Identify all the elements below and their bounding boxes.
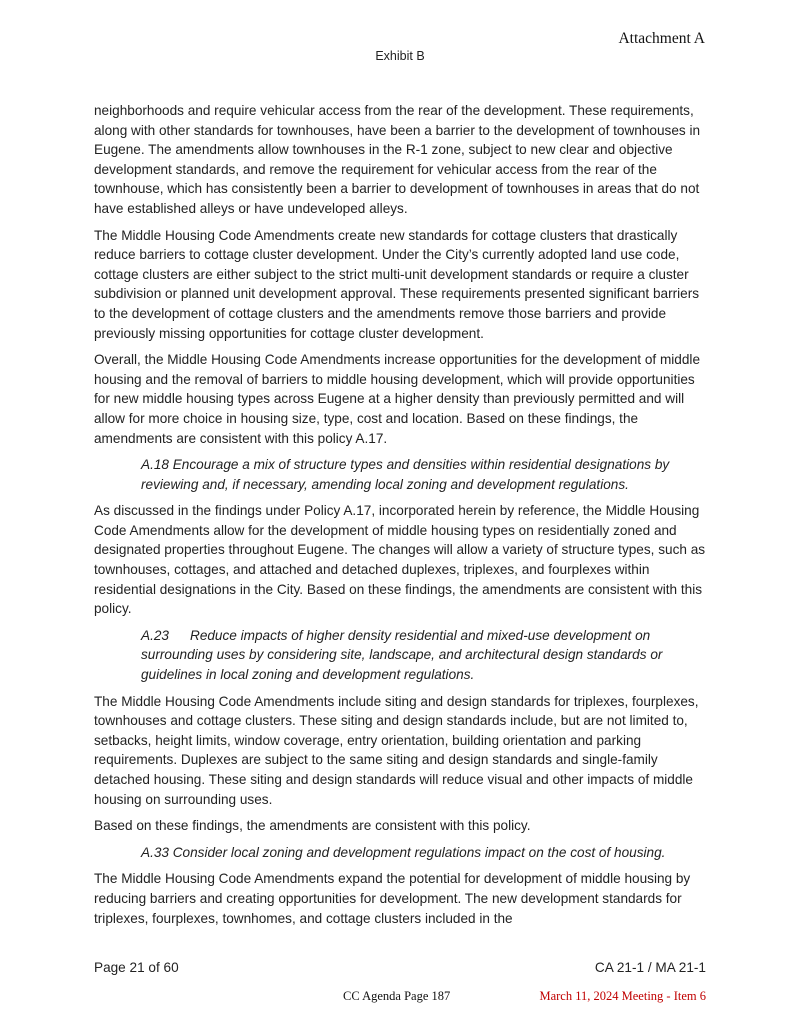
policy-a23-number: A.23 [141,627,169,643]
agenda-page: CC Agenda Page 187 [343,989,451,1003]
paragraph-a18-findings: As discussed in the findings under Policy A.17, incorporated herein by reference, the Middle Housing Code Amendments allow for the development of middle housing types on residentially zoned and designated properties throughout Eugene. The changes will allow a variety of structure types, such as townhouses, cottages, and attached and detached duplexes, triplexes, and fourplexes within residential designations in the City. Based on these findings, the amendments are consistent with this policy. [94,503,706,617]
policy-a18: A.18 Encourage a mix of structure types and densities within residential designations by reviewing and, if necessary, amending local zoning and development regulations. [141,457,670,492]
paragraph-a23-findings: The Middle Housing Code Amendments include siting and design standards for triplexes, fourplexes, townhouses and cottage clusters. These siting and design standards include, but are not limited to, setbacks, height limits, window coverage, entry orientation, building orientation and parking requirements. Duplexes are subject to the same siting and design standards and single-family detached housing. These siting and design standards will reduce visual and other impacts of middle housing on surrounding uses. [94,693,699,807]
policy-a33: A.33 Consider local zoning and development regulations impact on the cost of housing. [141,844,666,860]
policy-a23 [141,626,712,685]
attachment-label: Attachment A [618,30,705,47]
exhibit-label: Exhibit B [375,49,425,63]
paragraph-townhouses: neighborhoods and require vehicular access from the rear of the development. These requirements, along with other standards for townhouses, have been a barrier to the development of townhouses in Eugene. The amendments allow townhouses in the R-1 zone, subject to new clear and objective development standards, and remove the requirement for vehicular access from the rear of the townhouse, which has consistently been a barrier to development of townhouses in areas that do not have established alleys or have undeveloped alleys. [94,103,701,216]
paragraph-a23-conclusion: Based on these findings, the amendments are consistent with this policy. [94,818,531,834]
case-number: CA 21-1 / MA 21-1 [594,960,706,975]
paragraph-cottage-clusters: The Middle Housing Code Amendments create new standards for cottage clusters that drastically reduce barriers to cottage cluster development. Under the City’s currently adopted land use code, cottage clusters are either subject to the strict multi-unit development standards or require a cluster subdivision or planned unit development approval. These requirements presented significant barriers to the development of cottage clusters and the amendments remove those barriers and provide previously missing opportunities for cottage cluster development. [94,227,700,341]
paragraph-a33-findings: The Middle Housing Code Amendments expand the potential for development of middle housing by reducing barriers and creating opportunities for development. The new development standards for triplexes, fourplexes, townhomes, and cottage clusters included in the [94,871,691,926]
paragraph-overall: Overall, the Middle Housing Code Amendments increase opportunities for the development of middle housing and the removal of barriers to middle housing development, which will provide opportunities for new middle housing types across Eugene at a higher density than previously permitted and will allow for more choice in housing size, type, cost and location. Based on these findings, the amendments are consistent with this policy A.17. [94,352,701,446]
document-body [94,101,712,935]
policy-a23-text: Reduce impacts of higher density residential and mixed-use development on surrounding uses by considering site, landscape, and architectural design standards or guidelines in local zoning and development regulations. [141,627,663,683]
page-number: Page 21 of 60 [94,960,179,975]
meeting-label: March 11, 2024 Meeting - Item 6 [539,989,706,1003]
